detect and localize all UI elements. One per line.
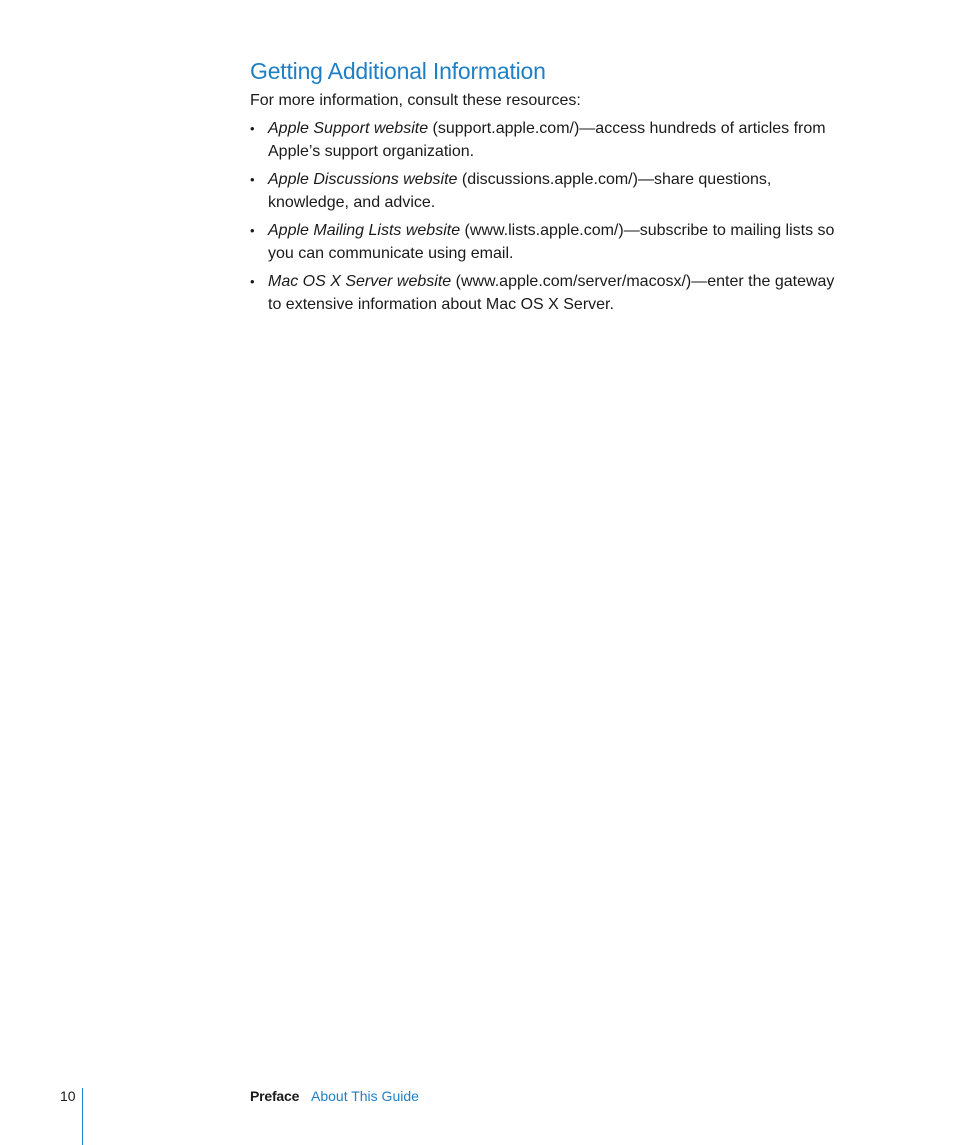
- footer-section-label: Preface: [250, 1088, 300, 1104]
- resource-name: Apple Support website: [268, 120, 429, 137]
- page-title: Getting Additional Information: [250, 58, 546, 84]
- list-item: [250, 270, 850, 316]
- intro-text: For more information, consult these resources:: [250, 92, 581, 109]
- bullet-icon: •: [250, 121, 255, 136]
- footer-chapter-title: About This Guide: [311, 1088, 419, 1104]
- list-item: [250, 168, 850, 214]
- resource-name: Apple Discussions website: [268, 171, 458, 188]
- bullet-icon: •: [250, 274, 255, 289]
- resource-description: (www.apple.com/server/macosx/)—enter the gateway to extensive information about Mac OS X Server.: [268, 273, 835, 313]
- bullet-icon: •: [250, 223, 255, 238]
- footer-divider: [82, 1088, 83, 1145]
- list-item: [250, 219, 850, 265]
- resource-description: (www.lists.apple.com/)—subscribe to mailing lists so you can communicate using email.: [268, 222, 835, 262]
- resource-description: (discussions.apple.com/)—share questions, knowledge, and advice.: [268, 171, 772, 211]
- resource-description: (support.apple.com/)—access hundreds of articles from Apple’s support organization.: [268, 120, 826, 160]
- resource-name: Apple Mailing Lists website: [268, 222, 461, 239]
- list-item: [250, 117, 850, 163]
- bullet-icon: •: [250, 172, 255, 187]
- resource-list: [250, 117, 850, 321]
- page-number: 10: [60, 1088, 76, 1104]
- resource-name: Mac OS X Server website: [268, 273, 452, 290]
